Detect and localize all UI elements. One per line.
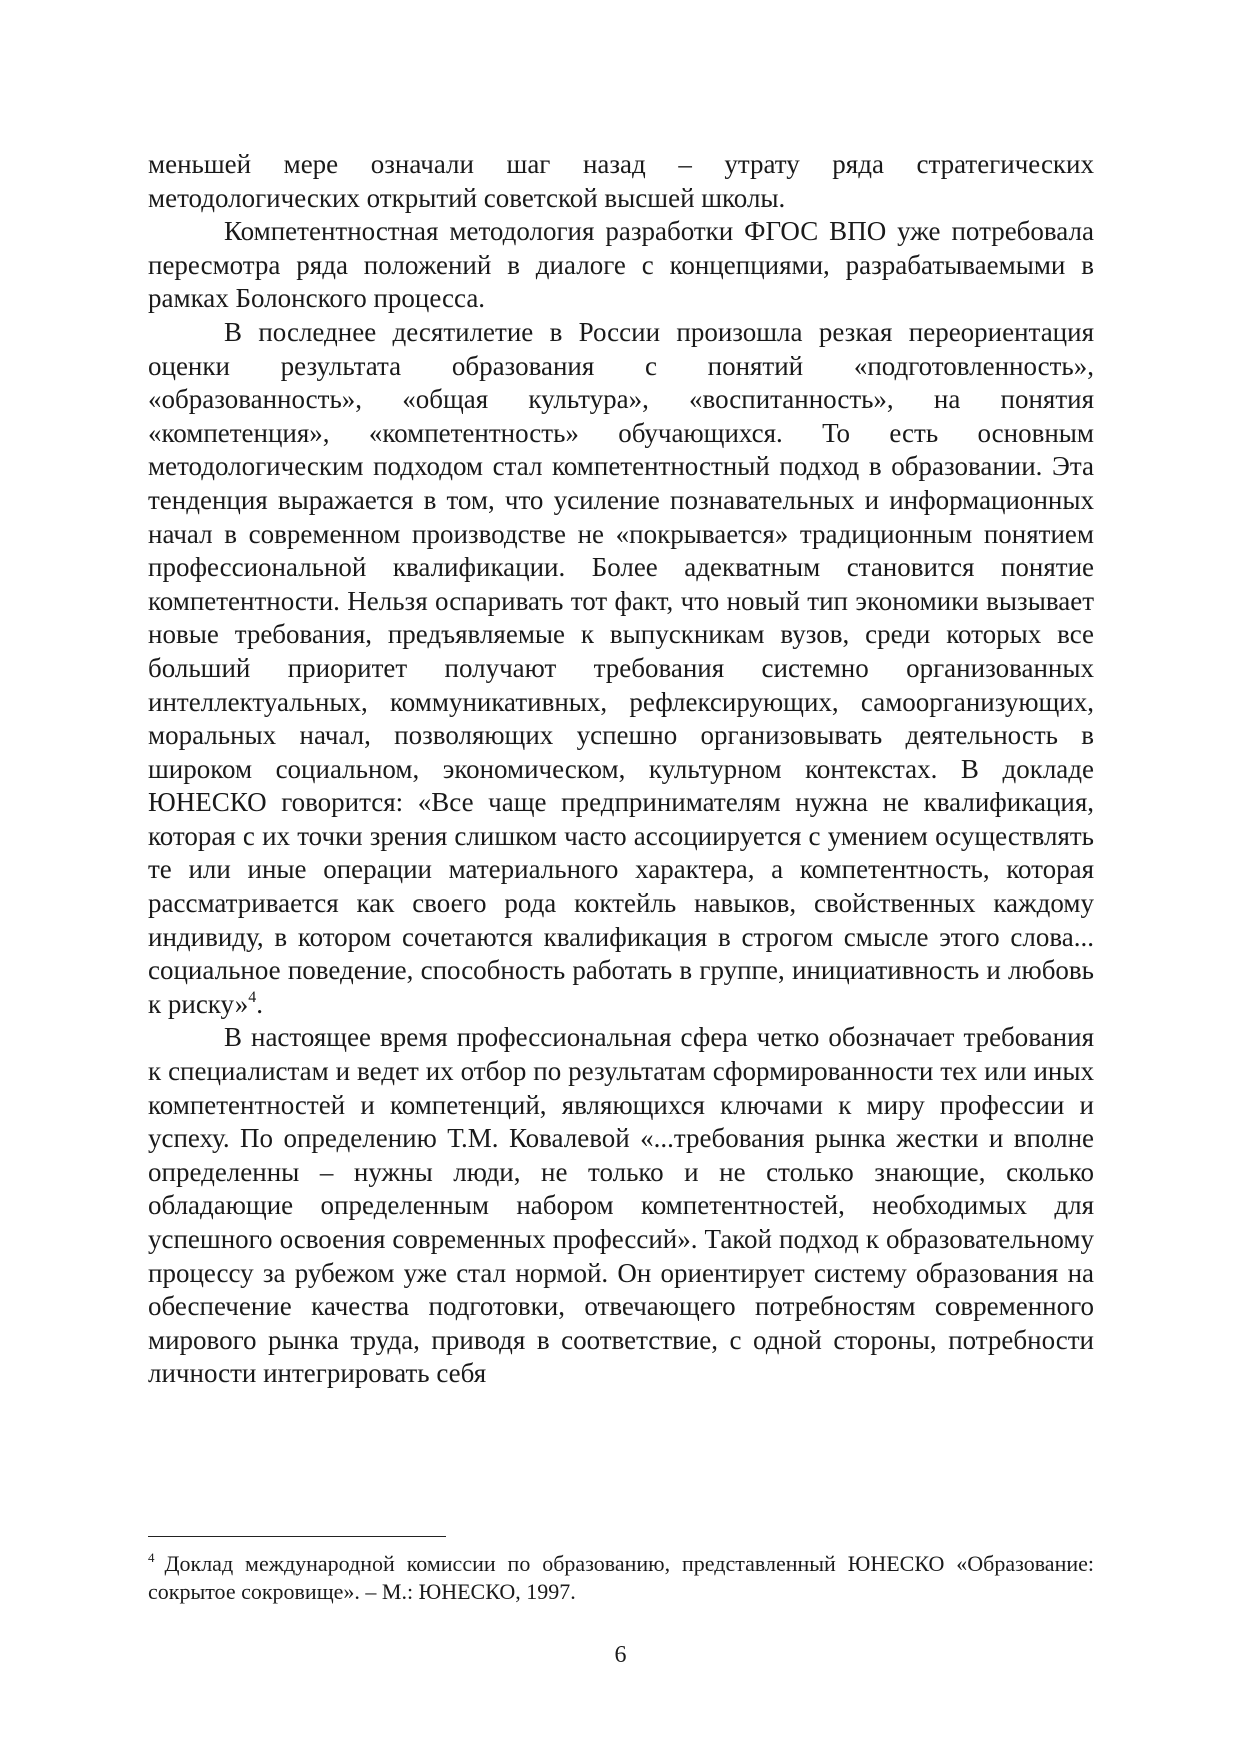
paragraph-1-text: меньшей мере означали шаг назад – утрату ряда стратегических методологических открытий советской высшей школы.: [148, 149, 1094, 213]
paragraph-4-text: В настоящее время профессиональная сфера четко обозначает требования к специалистам и ведет их отбор по результатам сформированности тех или иных компетентностей и компетенций, являющихся ключами к миру профессии и успеху. По определению Т.М. Ковалевой «...требования рынка жестки и вполне определенны – нужны люди, не только и не столько знающие, сколько обладающие определенным набором компетентностей, необходимых для успешного освоения современных профессий». Такой подход к образовательному процессу за рубежом уже стал нормой. Он ориентирует систему образования на обеспечение качества подготовки, отвечающего потребностям современного мирового рынка труда, приводя в соответствие, с одной стороны, потребности личности интегрировать себя: [148, 1022, 1094, 1389]
footnote-divider: [148, 1536, 446, 1537]
page-number: 6: [614, 1642, 627, 1668]
paragraph-3: [148, 316, 1094, 1021]
footnote-text: Доклад международной комиссии по образованию, представленный ЮНЕСКО «Образование: сокрытое сокровище». – М.: ЮНЕСКО, 1997.: [148, 1551, 1094, 1604]
paragraph-2: [148, 215, 1094, 316]
footnote: [148, 1550, 1094, 1606]
paragraph-2-text: Компетентностная методология разработки ФГОС ВПО уже потребовала пересмотра ряда положений в диалоге с концепциями, разрабатываемыми в рамках Болонского процесса.: [148, 216, 1094, 314]
paragraph-3-text: В последнее десятилетие в России произошла резкая переориентация оценки результата образования с понятий «подготовленность», «образованность», «общая культура», «воспитанность», на понятия «компетенция», «компетентность» обучающихся. То есть основным методологическим подходом стал компетентностный подход в образовании. Эта тенденция выражается в том, что усиление познавательных и информационных начал в современном производстве не «покрывается» традиционным понятием профессиональной квалификации. Более адекватным становится понятие компетентности. Нельзя оспаривать тот факт, что новый тип экономики вызывает новые требования, предъявляемые к выпускникам вузов, среди которых все больший приоритет получают требования системно организованных интеллектуальных, коммуникативных, рефлексирующих, самоорганизующих, моральных начал, позволяющих успешно организовывать деятельность в широком социальном, экономическом, культурном контекстах. В докладе ЮНЕСКО говорится: «Все чаще предпринимателям нужна не квалификация, которая с их точки зрения слишком часто ассоциируется с умением осуществлять те или иные операции материального характера, а компетентность, которая рассматривается как своего рода коктейль навыков, свойственных каждому индивиду, в котором сочетаются квалификация в строгом смысле этого слова... социальное поведение, способность работать в группе, инициативность и любовь к риску»: [148, 316, 1094, 1019]
footnote-number: 4: [148, 1550, 155, 1565]
paragraph-3-end: .: [256, 988, 263, 1019]
body-text: [148, 148, 1094, 1391]
paragraph-1: [148, 148, 1094, 215]
footnote-reference[interactable]: 4: [248, 988, 257, 1006]
paragraph-4: [148, 1021, 1094, 1391]
